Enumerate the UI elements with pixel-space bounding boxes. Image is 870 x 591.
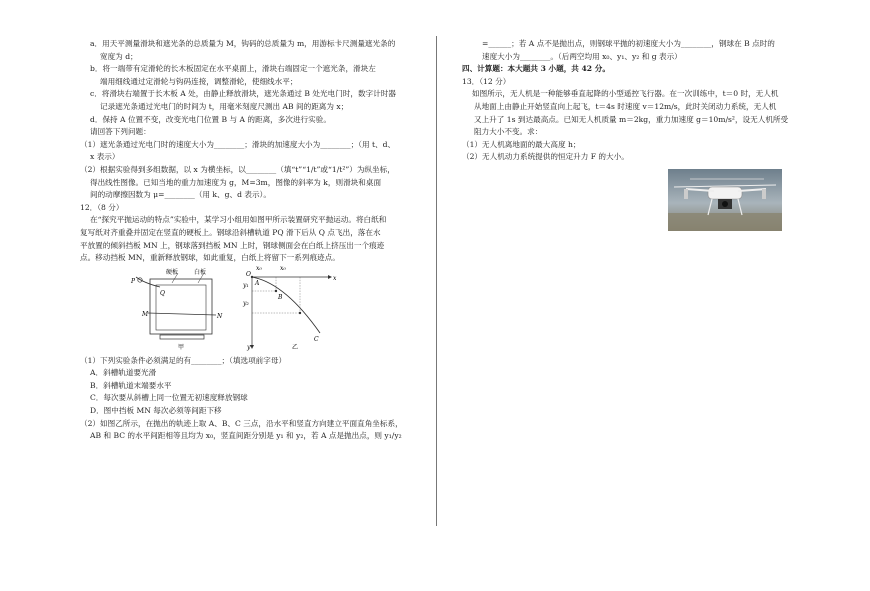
text-line: x 表示） [90,152,120,162]
text-line: =______；若 A 点不是抛出点，则钢球平抛的初速度大小为________，钢球在 B 点时的 [482,39,775,48]
label-A: A [255,279,260,287]
column-divider [436,36,437,526]
text-line: 得出线性图像。已知当地的重力加速度为 g，M=3m，图像的斜率为 k，则滑块和桌面 [90,177,382,187]
question-line: （2）无人机动力系统提供的恒定升力 F 的大小。 [462,152,629,162]
option-C: C．每次要从斜槽上同一位置无初速度释放钢球 [90,393,248,403]
label-B: B [278,293,283,301]
text-line: 间的动摩擦因数为 μ=________（用 k、g、d 表示）。 [90,190,271,200]
text-line: 速度大小为________。（后两空均用 x₀、y₁、y₂ 和 g 表示） [482,51,682,61]
label-N: N [217,312,223,320]
right-column [462,38,797,164]
label-P: P [131,277,136,285]
text-line: b．将一端带有定滑轮的长木板固定在水平桌面上，滑块右端固定一个遮光条，滑块左 [90,64,376,74]
label-y2: y₂ [243,299,249,307]
text-line: 宽度为 d； [100,51,138,61]
label-y1: y₁ [243,281,249,289]
label-M: M [142,310,149,318]
label-x0-second: x₀ [280,264,286,272]
drone-photo [668,169,782,231]
text-line: c．将滑块右端置于长木板 A 处，由静止释放滑块，遮光条通过 B 处光电门时，数字计时器 [90,89,396,99]
text-line: 又上升了 1s 到达最高点。已知无人机质量 m＝2kg，重力加速度 g＝10m/s²，设无人机所受 [474,114,789,124]
label-white-board: 白板 [194,268,207,276]
text-line: 在“探究平抛运动的特点”实验中，某学习小组用如图甲所示装置研究平抛运动。将白纸和 [90,215,387,225]
label-O: O [246,270,251,278]
question-line: （1）下列实验条件必须满足的有________；（填选项前字母） [80,355,287,365]
question-line: （1）无人机离地面的最大高度 h； [462,139,581,149]
label-x0-first: x₀ [256,264,262,272]
text-line: 阻力大小不变。求： [474,127,543,137]
question-line: （1）遮光条通过光电门时的速度大小为________；滑块的加速度大小为________；（用 t、d、 [80,139,396,149]
option-D: D．图中挡板 MN 每次必须等间距下移 [90,406,222,416]
label-hard-board: 硬板 [166,268,179,276]
label-x-axis: x [333,274,337,282]
text-line: d．保持 A 位置不变，改变光电门位置 B 与 A 的距离，多次进行实验。 [90,114,331,124]
text-line: 记录遮光条通过光电门的时间为 t，用毫米刻度尺测出 AB 间的距离为 x； [100,101,349,111]
section-heading: 四、计算题：本大题共 3 小题，共 42 分。 [462,64,610,74]
label-jia: 甲 [178,343,185,351]
text-line: 复写纸对齐重叠并固定在竖直的硬板上。钢球沿斜槽轨道 PQ 滑下后从 Q 点飞出，落在水 [80,227,381,237]
text-line: 如图所示，无人机是一种能够垂直起降的小型遥控飞行器。在一次训练中，t＝0 时，无人机 [472,89,779,99]
left-column [80,38,415,443]
question-line: （2）根据实验得到多组数据，以 x 为横坐标，以________（填“t”“1/t”或“1/t²”）为纵坐标， [80,164,395,174]
projectile-figures [80,264,415,351]
label-y-axis: y [247,343,251,351]
option-B: B．斜槽轨道末端要水平 [90,380,172,390]
option-A: A．斜槽轨道要光滑 [90,368,157,378]
figure-apparatus [80,264,415,351]
label-C: C [314,335,319,343]
label-yi: 乙 [292,343,299,351]
text-line: 从地面上由静止开始竖直向上起飞，t＝4s 时速度 v＝12m/s，此时关闭动力系统，无人机 [474,101,777,111]
question-line: （2）如图乙所示，在抛出的轨迹上取 A、B、C 三点，沿水平和竖直方向建立平面直角坐标系， [80,418,403,428]
text-line: AB 和 BC 的水平间距相等且均为 x₀，竖直间距分别是 y₁ 和 y₂，若 A 点是抛出点，则 y₁/y₂ [90,431,402,441]
question-number: 12．（8 分） [80,202,124,212]
text-line: 点。移动挡板 MN，重新释放钢球，如此重复，白纸上将留下一系列痕迹点。 [80,253,340,263]
text-line: 请回答下列问题： [90,127,151,137]
question-number: 13．（12 分） [462,76,511,86]
label-Q: Q [160,289,165,297]
text-line: a．用天平测量滑块和遮光条的总质量为 M，钩码的总质量为 m，用游标卡尺测量遮光条的 [90,39,396,48]
text-line: 端用细线通过定滑轮与钩码连接，调整滑轮，使细线水平； [100,76,298,86]
text-line: 平放置的倾斜挡板 MN 上，钢球落到挡板 MN 上时，钢球侧面会在白纸上挤压出一个痕迹 [80,240,385,250]
drone-illustration [668,169,782,231]
